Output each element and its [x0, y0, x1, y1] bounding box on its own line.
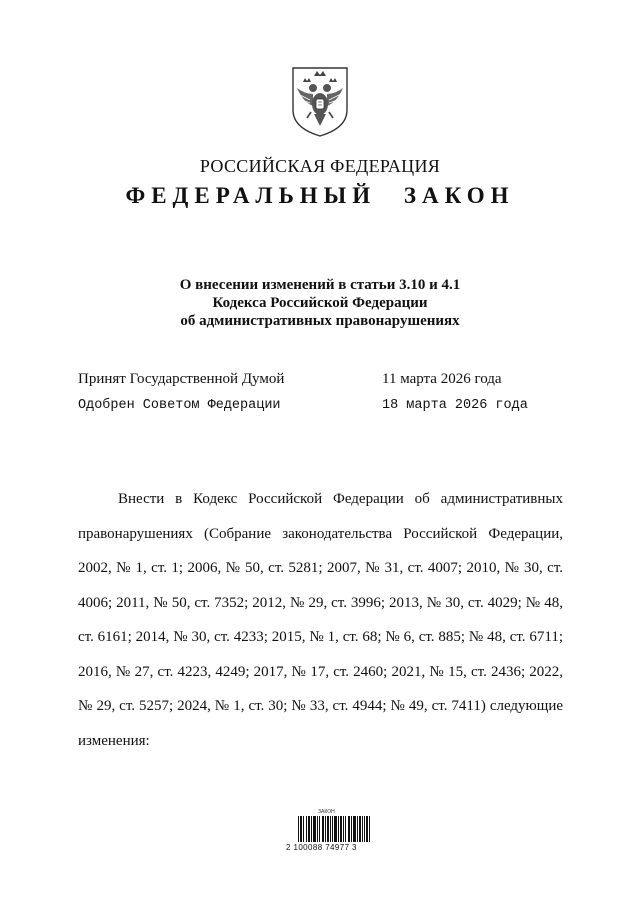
law-type-heading: ФЕДЕРАЛЬНЫЙ ЗАКОН — [125, 183, 515, 208]
law-title-line: О внесении изменений в статьи 3.10 и 4.1 — [179, 277, 461, 293]
adoption-date: 18 марта 2026 года — [382, 398, 528, 413]
law-title — [0, 276, 640, 330]
svg-text:ЗАКОН: ЗАКОН — [318, 809, 335, 815]
adoption-label: Одобрен Советом Федерации — [78, 398, 281, 413]
adoption-date: 11 марта 2026 года — [382, 371, 502, 387]
country-name: РОССИЙСКАЯ ФЕДЕРАЦИЯ — [199, 156, 441, 176]
law-title-line: об административных правонарушениях — [180, 313, 460, 329]
body-paragraph: Внести в Кодекс Российской Федерации об административных правонарушениях (Собрание законодательства Российской Федерации, 2002, № 1, ст. 1; 2006, № 50, ст. 5281; 2007, № 31, ст. 4007; 2010, № 30, ст. 4006; 2011, № 50, ст. 7352; 2012, № 29, ст. 3996; 2013, № 30, ст. 4029; № 48, ст. 6161; 2014, № 30, ст. 4233; 2015, № 1, ст. 68; № 6, ст. 885; № 48, ст. 6711; 2016, № 27, ст. 4223, 4249; 2017, № 17, ст. 2460; 2021, № 15, ст. 2436; 2022, № 29, ст. 5257; 2024, № 1, ст. 30; № 33, ст. 4944; № 49, ст. 7411) следующие изменения: — [78, 491, 563, 749]
barcode-number: 2 100088 74977 3 — [286, 843, 357, 852]
law-body — [78, 482, 563, 758]
coat-of-arms-icon — [289, 64, 351, 138]
adoption-label: Принят Государственной Думой — [78, 371, 285, 387]
law-title-line: Кодекса Российской Федерации — [212, 295, 428, 311]
